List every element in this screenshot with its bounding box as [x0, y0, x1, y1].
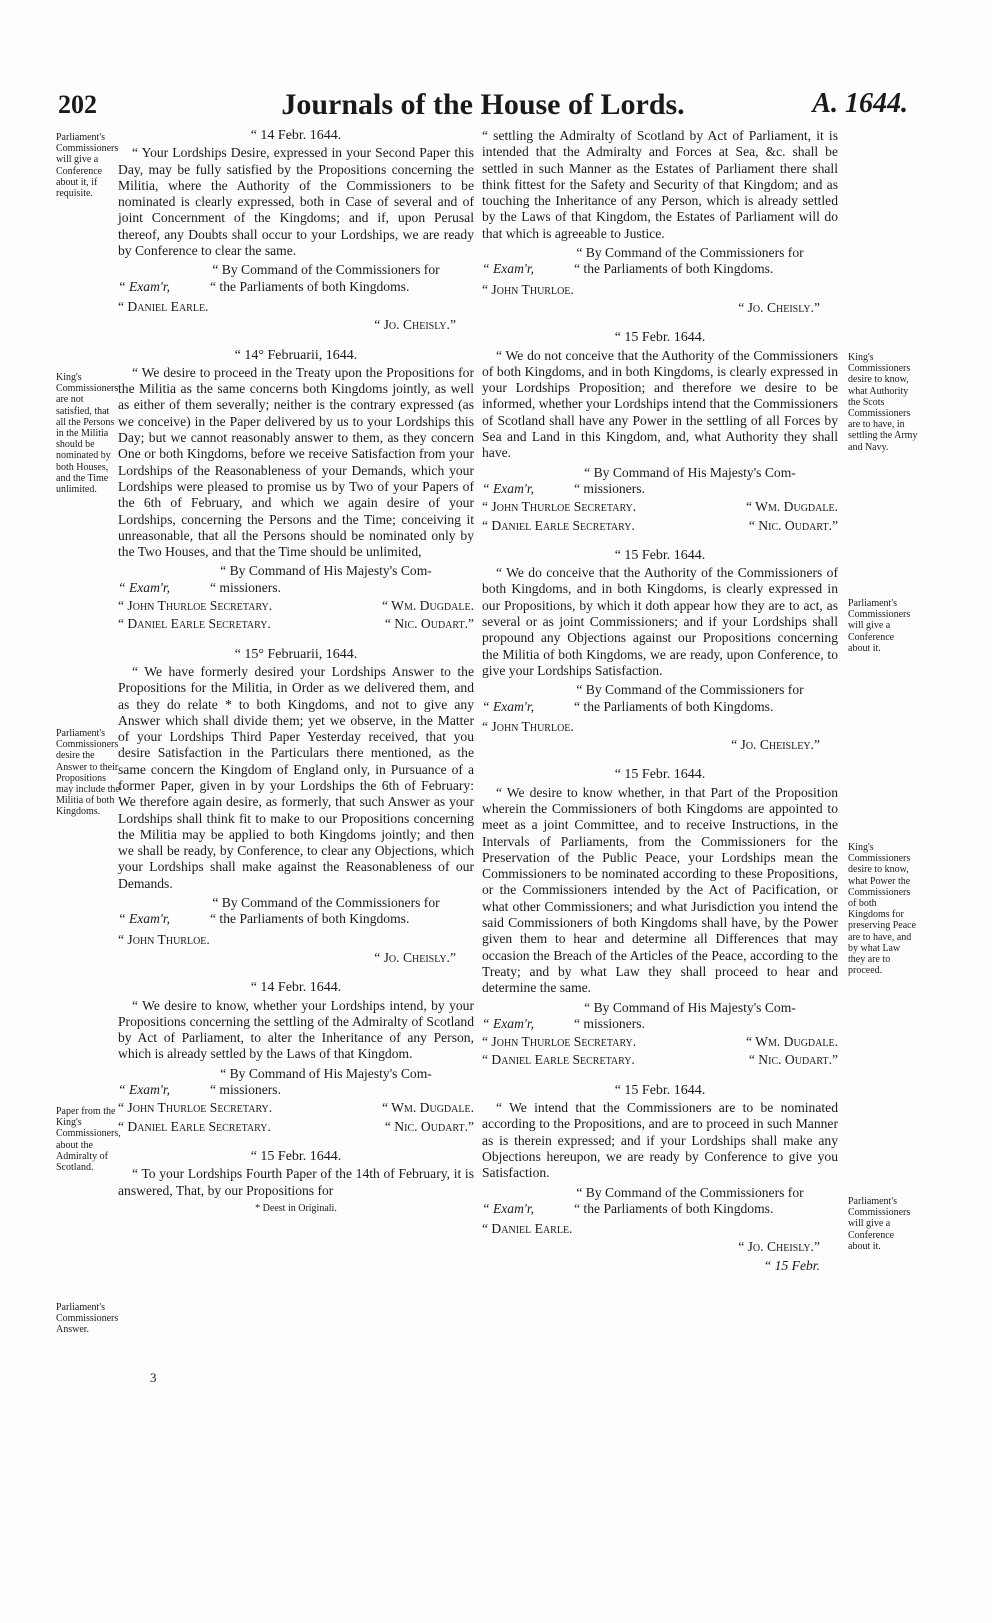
- entry-date: “ 15° Februarii, 1644.: [234, 646, 358, 662]
- entry-body: “ To your Lordships Fourth Paper of the 14th of February, it is answered, That, by our Propositions for: [118, 1166, 474, 1198]
- entry-body: “ We have formerly desired your Lordships Answer to the Propositions for the Militia, in Order as we delivered them, and as they do relate * to both Kingdoms, and not to give any Answer which shall divide them; yet we observe, in the Matter of your Lordships Third Paper Yesterday received, that you desire Satisfaction in the Particulars there mentioned, as the same concern the Kingdom of England only, in Pursuance of a former Paper, given in by your Lordships the 6th of February: We therefore again desire, as formerly, that such Answer as your Lordships shall think fit to make to our Propositions concerning the Militia may be applied to both Kingdoms jointly; and then we shall be ready, by Conference, to clear any Objections, which your Lordships shall make against the Reasonableness of our Demands.: [118, 663, 474, 891]
- signature-row: [118, 598, 474, 614]
- margin-note: King's Commissioners desire to know, what Power the Commissioners of both Kingdoms for preserving Peace are to have, and by what Law they are to proceed.: [848, 842, 917, 977]
- entry-body: “ We do not conceive that the Authority of the Commissioners of both Kingdoms, and in both Kingdoms, is clearly expressed in your Lordships Proposition; and therefore we desire to be informed, whether your Lordships intend that the Commissioners of Scotland shall have any Power in the settling of all Forces by Sea and Land in this Kingdom, and, what Authority they shall have.: [482, 347, 838, 461]
- signature-row: [482, 499, 838, 515]
- margin-note: Parliament's Commissioners will give a Conference about it.: [848, 1196, 911, 1252]
- page-year: A. 1644.: [812, 88, 908, 119]
- signature-row: [482, 518, 838, 534]
- signature: “ John Thurloe.: [118, 931, 210, 947]
- signature: “ Wm. Dugdale.: [381, 598, 474, 614]
- signature-row: [118, 616, 474, 632]
- exam-row: [118, 1082, 474, 1098]
- examiner-mark: “ Exam'r,: [482, 1200, 534, 1216]
- entry: [482, 1083, 838, 1274]
- command-line: “ By Command of the Commissioners for: [576, 682, 804, 698]
- command-line: “ missioners.: [574, 480, 645, 496]
- page-number: 202: [58, 90, 97, 119]
- exam-row: [482, 1201, 838, 1217]
- signature: “ John Thurloe Secretary.: [118, 1100, 273, 1116]
- signature: “ John Thurloe.: [482, 718, 574, 734]
- margin-note: Parliament's Commissioners will give a Conference about it.: [848, 598, 911, 654]
- exam-row: [482, 699, 838, 715]
- entry-date: “ 15 Febr. 1644.: [614, 330, 706, 346]
- entry-date: “ 14 Febr. 1644.: [250, 980, 342, 996]
- exam-row: [482, 481, 838, 497]
- command-line: “ By Command of His Majesty's Com-: [584, 464, 796, 480]
- signature: “ Daniel Earle Secretary.: [482, 517, 635, 533]
- signature: “ John Thurloe Secretary.: [118, 598, 273, 614]
- entry-body: “ We desire to know whether, in that Part of the Proposition wherein the Commissioners of both Kingdoms are appointed to meet as a joint Committee, and to receive Instructions, in the Intervals of Parliaments, from the Commissioners for the Preservation of the Public Peace, your Lordships mean the Commissioners to be nominated according to these Propositions, or the Commissioners intended by the Act of Pacification, or what other Commissioners; and what Jurisdiction you intend the said Commissioners of both Kingdoms shall have, by the Power given them to hear and determine all Differences that may occasion the Breach of the Articles of the Peace, according to the Treaty; and by what Law they shall proceed to hear and determine the same.: [482, 784, 838, 996]
- margin-note: Parliament's Commissioners Answer.: [56, 1302, 119, 1336]
- command-line: “ By Command of the Commissioners for: [212, 895, 440, 911]
- left-column: [118, 128, 474, 1231]
- command-line: “ the Parliaments of both Kingdoms.: [574, 698, 774, 714]
- command-line: “ missioners.: [574, 1015, 645, 1031]
- entry-date: “ 15 Febr. 1644.: [614, 767, 706, 783]
- signature: “ Daniel Earle Secretary.: [118, 616, 271, 632]
- signature: “ Daniel Earle Secretary.: [482, 1052, 635, 1068]
- examiner-mark: “ Exam'r,: [118, 911, 170, 927]
- page-header: [58, 88, 908, 128]
- signature: “ Wm. Dugdale.: [381, 1100, 474, 1116]
- signature: “ Nic. Oudart.”: [384, 616, 474, 632]
- entry: [118, 980, 474, 1135]
- examiner-mark: “ Exam'r,: [482, 698, 534, 714]
- entry-date: “ 15 Febr. 1644.: [250, 1148, 342, 1164]
- signature: “ John Thurloe Secretary.: [482, 499, 637, 515]
- entry: [482, 767, 838, 1068]
- right-column: [482, 128, 838, 1288]
- examiner-mark: “ Exam'r,: [482, 1015, 534, 1031]
- command-line: “ missioners.: [210, 579, 281, 595]
- signature: “ Wm. Dugdale.: [745, 1034, 838, 1050]
- catchword: “ 15 Febr.: [763, 1257, 820, 1273]
- entry: [482, 548, 838, 754]
- command-line: “ the Parliaments of both Kingdoms.: [210, 911, 410, 927]
- signature: “ Wm. Dugdale.: [745, 499, 838, 515]
- entry: [118, 1149, 474, 1217]
- entry-body: “ Your Lordships Desire, expressed in your Second Paper this Day, may be fully satisfied by the Propositions concerning the Militia, where the Authority of the Commissioners to be nominated is clearly expressed, both in Case of several and of joint Concernment of the Kingdoms; and if, upon Perusal thereof, any Doubts shall occur to your Lordships, we are ready by Conference to clear the same.: [118, 145, 474, 259]
- signature: “ John Thurloe.: [482, 281, 574, 297]
- entry: [482, 128, 838, 316]
- signature-row: [118, 1119, 474, 1135]
- signature: “ Jo. Cheisly.”: [738, 1239, 820, 1255]
- signature: “ Daniel Earle.: [118, 298, 209, 314]
- command-line: “ By Command of the Commissioners for: [576, 245, 804, 261]
- exam-row: [118, 911, 474, 927]
- signature-row: [118, 1100, 474, 1116]
- exam-row: [118, 580, 474, 596]
- page-title: Journals of the House of Lords.: [281, 88, 685, 121]
- margin-note: King's Commissioners are not satisfied, that all the Persons in the Militia should be nominated by both Houses, and the Time unlimited.: [56, 372, 119, 496]
- signature: “ Nic. Oudart.”: [748, 517, 838, 533]
- command-line: “ By Command of His Majesty's Com-: [220, 1065, 432, 1081]
- exam-row: [118, 279, 474, 295]
- command-line: “ By Command of the Commissioners for: [576, 1184, 804, 1200]
- command-line: “ missioners.: [210, 1082, 281, 1098]
- entry-body: “ We intend that the Commissioners are to be nominated according to the Propositions, and are to proceed in such Manner as is therein expressed; and if your Lordships shall make any Objections hereupon, we are ready by Conference to give you Satisfaction.: [482, 1100, 838, 1181]
- signature: “ Jo. Cheisly.”: [374, 317, 456, 333]
- command-line: “ the Parliaments of both Kingdoms.: [574, 261, 774, 277]
- command-line: “ By Command of His Majesty's Com-: [220, 563, 432, 579]
- signature: “ Jo. Cheisly.”: [738, 299, 820, 315]
- signature-mark: 3: [150, 1370, 157, 1385]
- signature-row: [482, 1034, 838, 1050]
- examiner-mark: “ Exam'r,: [118, 1082, 170, 1098]
- entry-body: “ We do conceive that the Authority of the Commissioners of both Kingdoms, and in both Kingdoms, is clearly expressed in our Propositions, by which it doth appear how they are to act, as several or as joint Commissioners; and if your Lordships shall propound any Objections against our Propositions concerning the Militia of both Kingdoms, we are ready, upon Conference, to give your Lordships Satisfaction.: [482, 565, 838, 678]
- signature: “ Nic. Oudart.”: [748, 1052, 838, 1068]
- margin-note: Parliament's Commissioners will give a Conference about it, if requisite.: [56, 132, 119, 200]
- entry-date: “ 14° Februarii, 1644.: [234, 347, 358, 363]
- examiner-mark: “ Exam'r,: [118, 278, 170, 294]
- command-line: “ the Parliaments of both Kingdoms.: [210, 278, 410, 294]
- entry-body: “ We desire to proceed in the Treaty upon the Propositions for the Militia as the same concerns both Kingdoms jointly, as well as either of them severally; neither is the contrary expressed (as we conceive) in the Paper delivered by us to your Lordships this Day; but we cannot reasonably answer to them, as they concern One or both Kingdoms, before we receive Satisfaction from your Lordships of the Reasonableness of your Demands, which your Lordships were pleased to promise us by Two of your Papers of the 6th of February, and which we again desire of your Lordships, concerning the Persons and the Time; conceiving it unreasonable, that all the Persons should be nominated only by the Two Houses, and that the Time should be unlimited,: [118, 364, 474, 560]
- command-line: “ the Parliaments of both Kingdoms.: [574, 1200, 774, 1216]
- signature: “ Nic. Oudart.”: [384, 1118, 474, 1134]
- signature: “ John Thurloe Secretary.: [482, 1034, 637, 1050]
- entry-date: “ 15 Febr. 1644.: [614, 547, 706, 563]
- signature: “ Daniel Earle Secretary.: [118, 1118, 271, 1134]
- signature: “ Daniel Earle.: [482, 1221, 573, 1237]
- signature: “ Jo. Cheisly.”: [374, 949, 456, 965]
- examiner-mark: “ Exam'r,: [482, 480, 534, 496]
- entry-date: “ 15 Febr. 1644.: [614, 1082, 706, 1098]
- examiner-mark: “ Exam'r,: [482, 261, 534, 277]
- signature-row: [482, 1052, 838, 1068]
- entry: [118, 128, 474, 334]
- entry: [118, 348, 474, 633]
- entry-body: “ We desire to know, whether your Lordships intend, by your Propositions concerning the settling of the Admiralty of Scotland by Act of Parliament, to alter the Inheritance of any Person, which is already settled by the Laws of that Kingdom.: [118, 997, 474, 1062]
- exam-row: [482, 261, 838, 277]
- signature: “ Jo. Cheisley.”: [731, 737, 820, 753]
- entry-date: “ 14 Febr. 1644.: [250, 128, 342, 143]
- entry-body: “ settling the Admiralty of Scotland by Act of Parliament, it is intended that the Admiralty and Forces at Sea, &c. shall be settled in such Manner as the Estates of Parliament there shall think fittest for the Safety and Security of that Kingdom; and as touching the Inheritance of any Person, which is already settled by the Laws of that Kingdom, the Estates of Parliament will do that which is agreeable to Justice.: [482, 128, 838, 241]
- footnote: * Deest in Originali.: [255, 1202, 337, 1214]
- examiner-mark: “ Exam'r,: [118, 579, 170, 595]
- margin-note: Parliament's Commissioners desire the Answer to their Propositions may include the Militia of both Kingdoms.: [56, 728, 120, 818]
- command-line: “ By Command of the Commissioners for: [212, 262, 440, 278]
- command-line: “ By Command of His Majesty's Com-: [584, 999, 796, 1015]
- entry: [118, 647, 474, 967]
- margin-note: King's Commissioners desire to know, what Authority the Scots Commissioners are to have, in settling the Army and Navy.: [848, 352, 918, 453]
- entry: [482, 330, 838, 534]
- margin-note: Paper from the King's Commissioners, about the Admiralty of Scotland.: [56, 1106, 121, 1174]
- exam-row: [482, 1016, 838, 1032]
